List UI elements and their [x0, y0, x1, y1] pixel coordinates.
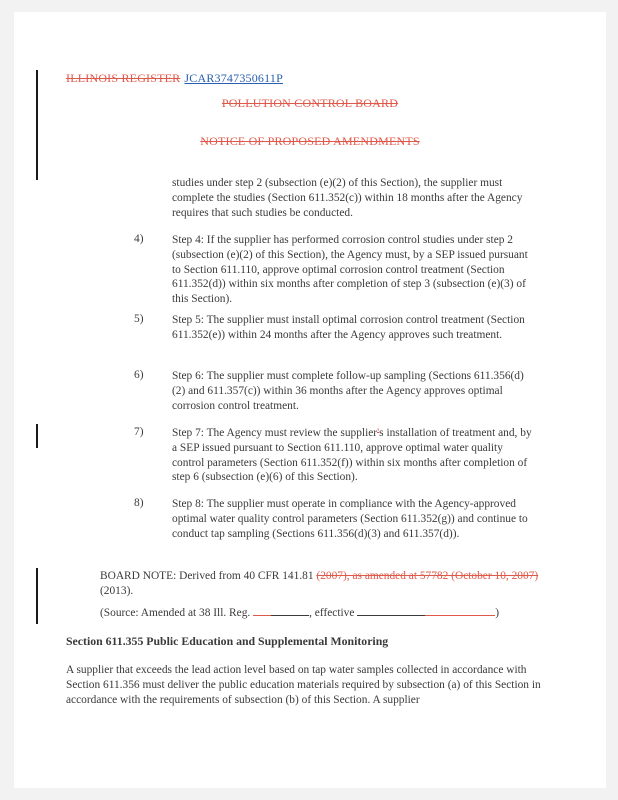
reg-blank [253, 615, 271, 616]
step-text-part: Step 7: The Agency must review the supplier [172, 427, 378, 439]
step-text: Step 4: If the supplier has performed corrosion control studies under step 2 (subsection (e)(2) of this Section), the Agency must, by a SEP issued pursuant to Section 611.110, approve optimal corrosion control treatment (Section 611.352(d)) within six months after completion of step 3 (subsection (e)(3) of this Section). [172, 234, 528, 306]
notice-title: NOTICE OF PROPOSED AMENDMENTS [200, 134, 420, 148]
board-note-prefix: BOARD NOTE: Derived from 40 CFR 141.81 [100, 570, 317, 582]
source-line [100, 606, 570, 621]
struck-apostrophe: ' [377, 427, 380, 439]
change-bar [36, 600, 38, 624]
source-prefix: (Source: Amended at 38 Ill. Reg. [100, 607, 254, 619]
step-text-part: s installation of treatment and, by a SEP issued pursuant to Section 611.110, approve optimal water quality control parameters (Section 611.352(f)) within six months after completion of step 6 (subsection (e)(6) of this Section). [172, 427, 532, 484]
section-paragraph: A supplier that exceeds the lead action level based on tap water samples collected in accordance with Section 611.356 must deliver the public education materials required by subsection (a) of this Section in accordance with the requirements of subsection (b) of this Section. A supplier [66, 664, 541, 706]
register-header [66, 71, 283, 86]
jcar-code: JCAR3747350611P [184, 71, 283, 85]
change-bar [36, 70, 38, 180]
effective-blank [425, 615, 495, 616]
section-heading: Section 611.355 Public Education and Supplemental Monitoring [66, 634, 389, 648]
step-number: 4) [134, 233, 144, 245]
step-number: 6) [134, 369, 144, 381]
step-text: Step 8: The supplier must operate in compliance with the Agency-approved optimal water quality control parameters (Section 611.352(g)) and continue to conduct tap sampling (Sections 611.356(d)(3) and 611.357(d)). [172, 498, 528, 540]
step-number: 8) [134, 497, 144, 509]
register-title: ILLINOIS REGISTER [66, 71, 181, 85]
document-page [14, 12, 606, 788]
step-text: Step 6: The supplier must complete follow-up sampling (Sections 611.356(d)(2) and 611.357(c)) within 36 months after the Agency approves optimal corrosion control treatment. [172, 370, 524, 412]
board-note [100, 569, 540, 599]
step-text [172, 426, 534, 485]
step-number: 7) [134, 426, 144, 438]
change-bar [36, 424, 38, 448]
step-text: Step 5: The supplier must install optimal corrosion control treatment (Section 611.352(e)) within 24 months after the Agency approves such treatment. [172, 314, 525, 341]
board-note-struck: (2007), as amended at 57782 (October 10, 2007) [316, 570, 539, 582]
continuation-paragraph: studies under step 2 (subsection (e)(2) of this Section), the supplier must complete the studies (Section 611.352(c)) within 18 months after the Agency requires that such studies be conducted. [172, 177, 523, 219]
source-suffix: ) [495, 607, 500, 619]
step-number: 5) [134, 313, 144, 325]
reg-blank [271, 615, 309, 616]
effective-blank [357, 615, 425, 616]
board-title: POLLUTION CONTROL BOARD [221, 96, 399, 110]
board-note-suffix: (2013). [100, 584, 134, 597]
change-bar [36, 568, 38, 604]
source-mid: , effective [309, 607, 358, 619]
